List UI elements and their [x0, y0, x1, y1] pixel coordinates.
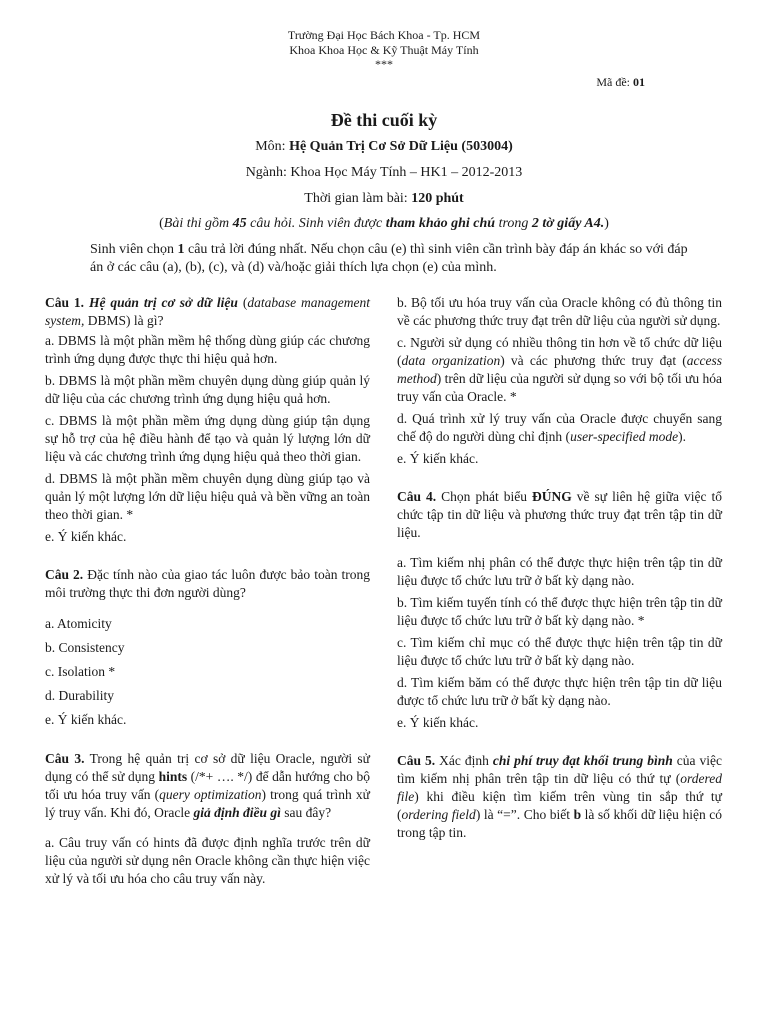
- q2-option-e: e. Ý kiến khác.: [45, 712, 127, 727]
- q1-option-e: e. Ý kiến khác.: [45, 529, 127, 544]
- note-p3: trong: [495, 216, 532, 231]
- q3-c-en2: access method: [397, 353, 722, 386]
- q5-p3: ) khi điều kiện tìm kiếm trên vùng tin sắp thứ tự (: [397, 789, 722, 822]
- q4-option-a: a. Tìm kiếm nhị phân có thể được thực hiện trên tập tin dữ liệu được tổ chức lưu trữ ở bất kỳ dạng nào.: [397, 555, 722, 588]
- q4-num: Câu 4.: [397, 489, 437, 504]
- q1-term: Hệ quản trị cơ sở dữ liệu: [89, 295, 238, 310]
- q2-num: Câu 2.: [45, 567, 84, 582]
- note-open: (: [159, 216, 164, 231]
- q3-hints: hints: [158, 769, 188, 784]
- q2-option-d: d. Durability: [45, 688, 114, 703]
- q3-c3: ) trên dữ liệu của người sử dụng so với bộ tối ưu hóa truy vấn của Oracle. *: [397, 371, 722, 404]
- q5-num: Câu 5.: [397, 753, 436, 768]
- q1-en: database management system,: [45, 295, 371, 328]
- q4-true: ĐÚNG: [532, 489, 572, 504]
- q3-option-c: [397, 334, 722, 406]
- instruction-one: 1: [177, 242, 185, 257]
- q3-option-e: e. Ý kiến khác.: [397, 451, 479, 466]
- q1-option-b: b. DBMS là một phần mềm chuyên dụng dùng giúp quản lý dữ liệu của các chương trình ứng dụng hiệu quả hơn.: [45, 373, 370, 406]
- q1-p2: DBMS) là gì?: [84, 313, 164, 328]
- question-5: [397, 752, 722, 842]
- q5-b: b: [573, 807, 582, 822]
- course-label: Môn:: [255, 139, 286, 154]
- time-label: Thời gian làm bài:: [304, 191, 408, 206]
- note-pages: 2 tờ giấy A4.: [531, 216, 605, 231]
- q5-p4: ) là “=”. Cho biết: [475, 807, 574, 822]
- q3-c2: ) và các phương thức truy đạt (: [500, 353, 687, 368]
- instruction-p2: câu trả lời đúng nhất. Nếu chọn câu (e) thì sinh viên cần trình bày đáp án khác so với đáp án ở các câu (a), (b), (c), và (d) và/hoặc giải thích lựa chọn (e) của mình.: [90, 242, 688, 275]
- q3-p2: (/*+ …. */) để dẫn hướng cho bộ tối ưu hóa truy vấn (: [45, 769, 370, 802]
- q1-p1: (: [237, 295, 248, 310]
- q3-d2: ).: [678, 429, 687, 444]
- q3-num: Câu 3.: [45, 751, 85, 766]
- q4-option-d: d. Tìm kiếm băm có thể được thực hiện trên tập tin dữ liệu được tổ chức lưu trữ ở bất kỳ dạng nào.: [397, 675, 722, 708]
- q3-p3: ) trong quá trình xử lý truy vấn. Khi đó, Oracle: [45, 787, 370, 820]
- q2-option-b: b. Consistency: [45, 640, 125, 655]
- note-p1: Bài thi gồm: [163, 216, 233, 231]
- q3-c-en1: data organization: [401, 353, 501, 368]
- q3-c1: c. Người sử dụng có nhiều thông tin hơn về tổ chức dữ liệu (: [397, 335, 722, 368]
- instruction-p1: Sinh viên chọn: [90, 242, 178, 257]
- question-2: [45, 566, 370, 602]
- question-4: [397, 488, 722, 542]
- exam-code-value: 01: [633, 75, 645, 89]
- q4-p2: về sự liên hệ giữa việc tổ chức tập tin dữ liệu và phương thức truy đạt trên tập tin dữ liệu.: [397, 489, 722, 540]
- header-stars: ***: [375, 57, 393, 71]
- q3-option-d: [397, 410, 722, 446]
- q5-en2: ordering field: [401, 807, 476, 822]
- note-p2: câu hỏi. Sinh viên được: [246, 216, 386, 231]
- note-allowed: tham khảo ghi chú: [385, 216, 496, 231]
- q5-p2: của việc tìm kiếm nhị phân trên tập tin dữ liệu có thứ tự (: [397, 753, 723, 786]
- q3-assume: giả định điều gì: [193, 805, 281, 820]
- course-name: Hệ Quản Trị Cơ Sở Dữ Liệu (503004): [289, 139, 513, 154]
- exam-code: [596, 75, 645, 90]
- q3-p1: Trong hệ quản trị cơ sở dữ liệu Oracle, người sử dụng có thể sử dụng: [45, 751, 370, 784]
- q4-p1: Chọn phát biểu: [436, 489, 532, 504]
- course-line: [0, 139, 768, 155]
- time-value: 120 phút: [411, 191, 464, 206]
- q1-option-c: c. DBMS là một phần mềm ứng dụng dùng giúp tận dụng sự hỗ trợ của hệ điều hành để tạo và quản lý lượng lớn dữ liệu và các chương trình ứng dụng hiệu quả theo thời gian.: [45, 413, 370, 464]
- q1-num: Câu 1.: [45, 295, 85, 310]
- q3-en: query optimization: [159, 787, 262, 802]
- school-name: Trường Đại Học Bách Khoa - Tp. HCM: [287, 28, 481, 42]
- q5-en1: ordered file: [397, 771, 722, 804]
- q3-option-b: b. Bộ tối ưu hóa truy vấn của Oracle không có đủ thông tin về các phương thức truy đạt trên dữ liệu của người sử dụng.: [397, 295, 722, 328]
- left-column: [45, 294, 370, 892]
- q3-option-a: a. Câu truy vấn có hints đã được định nghĩa trước trên dữ liệu của người sử dụng nên Oracle không cần thực hiện việc xử lý và tối ưu hóa cho câu truy vấn này.: [45, 835, 370, 886]
- major-line: Ngành: Khoa Học Máy Tính – HK1 – 2012-2013: [245, 165, 523, 180]
- q3-d-en: user-specified mode: [570, 429, 679, 444]
- time-line: [0, 191, 768, 207]
- q3-p4: sau đây?: [280, 805, 332, 820]
- q2-option-a: a. Atomicity: [45, 616, 112, 631]
- question-3: [45, 750, 370, 822]
- q5-p1: Xác định: [435, 753, 493, 768]
- faculty-name: Khoa Khoa Học & Kỹ Thuật Máy Tính: [289, 43, 479, 57]
- q1-option-d: d. DBMS là một phần mềm chuyên dụng dùng giúp tạo và quản lý một lượng lớn dữ liệu hiệu quả và bền vững an toàn theo thời gian. *: [45, 471, 370, 522]
- q5-cost: chi phí truy đạt khối trung bình: [492, 753, 673, 768]
- q2-text: Đặc tính nào của giao tác luôn được bảo toàn trong môi trường thực thi đơn người dùng?: [45, 567, 370, 600]
- q1-option-a: a. DBMS là một phần mềm hệ thống dùng giúp các chương trình ứng dụng được thực thi hiệu quả hơn.: [45, 333, 370, 366]
- exam-title: Đề thi cuối kỳ: [330, 110, 438, 130]
- q4-option-c: c. Tìm kiếm chỉ mục có thể được thực hiện trên tập tin dữ liệu được tổ chức lưu trữ ở bất kỳ dạng nào.: [397, 635, 722, 668]
- instruction: [90, 241, 690, 277]
- question-1: [45, 294, 370, 330]
- q3-d1: d. Quá trình xử lý truy vấn của Oracle được chuyển sang chế độ do người dùng chỉ định (: [397, 411, 722, 444]
- exam-code-label: Mã đề:: [596, 75, 630, 89]
- note-count: 45: [232, 216, 247, 231]
- q4-option-b: b. Tìm kiếm tuyến tính có thể được thực hiện trên tập tin dữ liệu được tổ chức lưu trữ ở bất kỳ dạng nào. *: [397, 595, 722, 628]
- q4-option-e: e. Ý kiến khác.: [397, 715, 479, 730]
- exam-note: [0, 216, 768, 232]
- right-column: [397, 294, 722, 844]
- note-close: ): [604, 216, 609, 231]
- q5-p5: là số khối dữ liệu hiện có trong tập tin.: [397, 807, 723, 840]
- q2-option-c: c. Isolation *: [45, 664, 116, 679]
